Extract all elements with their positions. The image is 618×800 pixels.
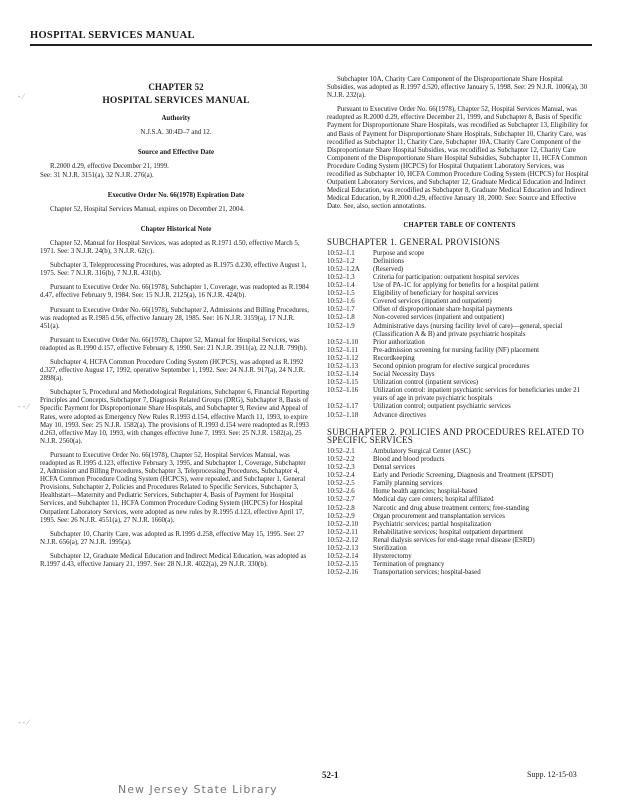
- toc-section-title: Utilization control (inpatient services): [373, 379, 479, 387]
- expiration-heading: Executive Order No. 66(1978) Expiration Date: [107, 191, 245, 199]
- subchapter-2-toc: [327, 448, 592, 578]
- toc-section-title: Home health agencies; hospital-based: [373, 488, 478, 496]
- subchapter-2-title: SUBCHAPTER 2. POLICIES AND PROCEDURES RELATED TO SPECIFIC SERVICES: [327, 426, 585, 445]
- history-paragraph: Subchapter 12, Graduate Medical Education and Indirect Medical Education, was adopted as R.1997 d.43, effective January 21, 1997. See: 28 N.J.R. 4022(a), 29 N.J.R. 330(b).: [40, 552, 307, 569]
- toc-section-title: Rehabilitative services; hospital outpatient department: [373, 528, 524, 536]
- toc-section-number: 10:52–2.16: [327, 569, 359, 577]
- toc-entry: [327, 258, 592, 266]
- toc-section-number: 10:52–1.3: [327, 273, 355, 281]
- toc-section-number: 10:52–1.11: [327, 346, 358, 354]
- toc-entry: [327, 274, 592, 282]
- toc-section-number: 10:52–2.3: [327, 464, 355, 472]
- toc-entry: [327, 488, 592, 496]
- history-paragraph: Pursuant to Executive Order No. 66(1978), Subchapter 1, Coverage, was readopted as R.1984 d.47, effective February 9, 1984. See: 15 N.J.R. 2125(a), 16 N.J.R. 424(b).: [40, 284, 309, 300]
- history-paragraph: Subchapter 10, Charity Care, was adopted as R.1995 d.258, effective May 15, 1995. See: 27 N.J.R. 656(a), 27 N.J.R. 1995(a).: [40, 530, 305, 546]
- history-paragraph: Pursuant to Executive Order No. 66(1978), Subchapter 2, Admissions and Billing Procedures, was readopted as R.1985 d.56, effective January 28, 1985. See: 16 N.J.R. 3159(a), 17 N.J.R. 451(a).: [40, 306, 309, 330]
- toc-section-number: 10:52–1.9: [327, 322, 355, 330]
- toc-section-title: Pre-admission screening for nursing facility (NF) placement: [373, 346, 540, 354]
- toc-entry: [327, 250, 592, 258]
- toc-entry: [327, 306, 592, 314]
- toc-entry: [327, 355, 592, 363]
- toc-section-title: Advance directives: [373, 411, 426, 419]
- toc-section-title: Utilization control; outpatient psychiatric services: [373, 403, 511, 411]
- toc-entry: [327, 553, 592, 561]
- toc-section-number: 10:52–1.16: [327, 387, 359, 395]
- toc-section-title: Recordkeeping: [373, 354, 415, 362]
- toc-entry: [327, 569, 592, 577]
- toc-entry: [327, 456, 592, 464]
- toc-entry: [327, 266, 592, 274]
- toc-section-title: Hysterectomy: [373, 553, 412, 561]
- toc-section-number: 10:52–1.17: [327, 403, 359, 411]
- source-text: R.2000 d.29, effective December 21, 1999. See: 31 N.J.R. 3151(a), 32 N.J.R. 276(a).: [40, 163, 169, 179]
- toc-section-number: 10:52–1.2A: [327, 265, 360, 273]
- toc-entry: [327, 339, 592, 347]
- toc-entry: [327, 545, 592, 553]
- toc-section-number: 10:52–1.15: [327, 379, 359, 387]
- toc-section-title: Dental services: [373, 464, 416, 472]
- supplement-date: Supp. 12-15-03: [527, 770, 577, 779]
- toc-entry: [327, 347, 592, 355]
- margin-mark: ‐ ⁄: [18, 92, 24, 101]
- toc-section-number: 10:52–2.5: [327, 480, 355, 488]
- toc-entry: [327, 403, 592, 411]
- toc-section-number: 10:52–1.18: [327, 411, 359, 419]
- history-paragraph: Subchapter 10A, Charity Care Component of the Disproportionate Share Hospital Subsidies, was adopted as R.1997 d.520, effective January 5, 1998. See: 29 N.J.R. 1006(a), 30 N.J.R. 232(a).: [327, 76, 588, 100]
- toc-section-title: Family planning services: [373, 480, 443, 488]
- toc-section-number: 10:52–2.11: [327, 528, 358, 536]
- subchapter-1-title: SUBCHAPTER 1. GENERAL PROVISIONS: [327, 236, 501, 247]
- toc-section-title: Early and Periodic Screening, Diagnosis and Treatment (EPSDT): [373, 472, 554, 480]
- margin-mark: ‐ ‐ ⁄: [18, 402, 29, 411]
- toc-section-number: 10:52–2.13: [327, 544, 359, 552]
- toc-entry: [327, 412, 592, 420]
- toc-section-title: Organ procurement and transplantation services: [373, 512, 505, 520]
- toc-entry: [327, 561, 592, 569]
- source-heading: Source and Effective Date: [137, 149, 215, 157]
- left-column: [40, 80, 312, 575]
- toc-section-title: Medical day care centers; hospital affiliated: [373, 496, 494, 504]
- toc-section-number: 10:52–2.12: [327, 536, 359, 544]
- toc-entry: [327, 314, 592, 322]
- toc-section-title: Social Necessity Days: [373, 371, 435, 379]
- toc-entry: [327, 496, 592, 504]
- toc-entry: [327, 363, 592, 371]
- expiration-text: Chapter 52, Hospital Services Manual, expires on December 21, 2004.: [50, 205, 245, 213]
- toc-section-number: 10:52–1.12: [327, 354, 359, 362]
- toc-entry: [327, 505, 592, 513]
- history-notes-continued: [327, 76, 592, 212]
- right-column: [327, 76, 592, 577]
- running-header: HOSPITAL SERVICES MANUAL: [30, 30, 195, 41]
- toc-section-number: 10:52–2.15: [327, 561, 359, 569]
- toc-section-number: 10:52–1.5: [327, 290, 355, 298]
- toc-section-title: Non-covered services (inpatient and outpatient): [373, 314, 505, 322]
- toc-section-title: Definitions: [373, 257, 405, 265]
- toc-section-title: Blood and blood products: [373, 455, 445, 463]
- toc-section-number: 10:52–1.1: [327, 249, 355, 257]
- subchapter-1-toc: [327, 250, 592, 420]
- toc-section-title: Utilization control: inpatient psychiatric services for beneficiaries under 21 years of age in private psychiatric hospitals: [373, 387, 581, 403]
- header-rule: [30, 44, 592, 46]
- toc-entry: [327, 480, 592, 488]
- toc-section-number: 10:52–1.10: [327, 338, 359, 346]
- authority-text: N.J.S.A. 30:4D–7 and 12.: [140, 129, 212, 137]
- toc-section-title: Second opinion program for elective surgical procedures: [373, 363, 530, 370]
- toc-entry: [327, 521, 592, 529]
- history-paragraph: Pursuant to Executive Order No. 66(1978), Chapter 52, Hospital Services Manual, was readopted as R.2000 d.29, effective December 21, 1999, and Subchapter 8, Basis of Specific Payment for Disproportionate Share Hospitals, was recodified as Subchapter 13, Eligibility for and Basis of Payment for Disproportionate Share Hospitals, Subchapter 10, Charity Care, was recodified as Subchapter 11, Charity Care, Subchapter 10A, Charity Care Component of the Disproportionate Share Hospital Subsidies, was recodified as Subchapter 12, Charity Care Component of the Disproportionate Share Hospital Subsidies, Subchapter 11, HCFA Common Procedure Coding System (HCPCS) for Hospital Outpatient Laboratory Services, was recodified as Subchapter 10, HCFA Common Procedure Coding System (HCPCS) for Hospital Outpatient Laboratory Services, and Subchapter 12, Graduate Medical Education and Indirect Medical Education, was recodified as Subchapter 8, Graduate Medical Education and Indirect Medical Education, by R.2000 d.29, effective January 18, 2000. See: Source and Effective Date. See, also, section annotations.: [327, 106, 589, 211]
- toc-section-title: Termination of pregnancy: [373, 561, 445, 569]
- toc-entry: [327, 464, 592, 472]
- toc-section-number: 10:52–2.2: [327, 455, 355, 463]
- toc-section-title: Prior authorization: [373, 338, 425, 346]
- margin-mark: ‐ ‐ ⁄: [18, 718, 29, 727]
- toc-entry: [327, 323, 592, 339]
- toc-section-title: Transportation services; hospital-based: [373, 569, 481, 577]
- history-paragraph: Chapter 52, Manual for Hospital Services, was adopted as R.1971 d.50, effective March 5, 1971. See: 3 N.J.R. 24(b), 3 N.J.R. 62(c).: [40, 239, 300, 256]
- history-paragraph: Pursuant to Executive Order No. 66(1978), Chapter 52, Hospital Services Manual, was readopted as R.1995 d.123, effective February 3, 1995, and Subchapter 1, Coverage, Subchapter 2, Admission and Billing Procedures, Subchapter 3, Teleprocessing Procedures, Subchapter 4, HCFA Common Procedure Coding System (HCPCS), were repealed, and Subchapter 1, General Provisions, Subchapter 2, Policies and Procedures Related to Specific Services, Subchapter 3, Healthstart—Maternity and Pediatric Services, Subchapter 4, Basis of Payment for Hospital Services, and Subchapter 11, HCFA Common Procedure Coding System (HCPCS) for Hospital Outpatient Laboratory Services, were adopted as new rules by R.1995 d.123, effective April 17, 1995. See: 26 N.J.R. 4551(a), 27 N.J.R. 1660(a).: [40, 451, 306, 524]
- toc-entry: [327, 529, 592, 537]
- chapter-title: HOSPITAL SERVICES MANUAL: [102, 96, 250, 107]
- toc-entry: [327, 537, 592, 545]
- toc-section-title: Criteria for participation: outpatient hospital services: [373, 273, 519, 281]
- toc-section-number: 10:52–1.7: [327, 306, 355, 314]
- toc-section-title: Sterilization: [373, 544, 407, 552]
- chapter-number: CHAPTER 52: [148, 82, 204, 92]
- toc-section-number: 10:52–2.6: [327, 488, 355, 496]
- toc-section-number: 10:52–1.8: [327, 314, 355, 322]
- authority-heading: Authority: [161, 115, 191, 123]
- toc-section-title: Administrative days (nursing facility level of care)—general, special (Classification A & B) and private psychiatric hospitals: [373, 322, 563, 338]
- toc-entry: [327, 290, 592, 298]
- history-heading: Chapter Historical Note: [140, 225, 212, 233]
- toc-entry: [327, 387, 592, 403]
- history-notes: [40, 240, 312, 569]
- toc-section-title: Eligibility of beneficiary for hospital services: [373, 290, 499, 298]
- toc-section-title: Renal dialysis services for end-stage renal disease (ESRD): [373, 536, 535, 544]
- history-paragraph: Pursuant to Executive Order No. 66(1978), Chapter 52, Manual for Hospital Services, was readopted as R.1990 d.157, effective February 8, 1990. See: 21 N.J.R. 3911(a), 22 N.J.R. 799(b).: [40, 336, 308, 352]
- toc-section-number: 10:52–2.9: [327, 512, 355, 520]
- toc-section-number: 10:52–2.8: [327, 504, 355, 512]
- history-paragraph: Subchapter 5, Procedural and Methodological Regulations, Subchapter 6, Financial Reporting Principles and Concepts, Subchapter 7, Diagnosis Related Groups (DRG), Subchapter 8, Basis of Specific Payment for Disproportionate Share Hospitals, and Subchapter 9, Review and Appeal of Rates, were adopted as Emergency New Rules R.1993 d.154, effective March 11, 1993, to expire May 10, 1993. See: 25 N.J.R. 1582(a). The provisions of R.1993 d.154 were readopted as R.1993 d.263, effective May 10, 1993, with changes effective June 7, 1993. See: 25 N.J.R. 1582(a), 25 N.J.R. 2560(a).: [40, 389, 310, 445]
- toc-section-number: 10:52–1.14: [327, 371, 359, 379]
- toc-section-number: 10:52–2.4: [327, 472, 355, 480]
- toc-section-number: 10:52–2.1: [327, 447, 355, 455]
- toc-section-number: 10:52–1.6: [327, 298, 355, 306]
- toc-entry: [327, 513, 592, 521]
- toc-section-title: Psychiatric services; partial hospitalization: [373, 520, 492, 528]
- page-number: 52-1: [322, 770, 339, 780]
- toc-section-number: 10:52–2.14: [327, 553, 359, 561]
- history-paragraph: Subchapter 3, Telepprocessing Procedures, was adopted as R.1975 d.230, effective August 1, 1975. See: 7 N.J.R. 316(b), 7 N.J.R. 431(b).: [40, 262, 307, 278]
- library-watermark: New Jersey State Library: [118, 783, 278, 796]
- toc-entry: [327, 282, 592, 290]
- toc-section-title: Ambulatory Surgical Center (ASC): [373, 447, 471, 455]
- toc-title: CHAPTER TABLE OF CONTENTS: [403, 221, 516, 229]
- toc-section-title: Purpose and scope: [373, 249, 425, 257]
- history-paragraph: Subchapter 4, HCFA Common Procedure Coding System (HCPCS), was adopted as R.1992 d.327, effective August 17, 1992, operative September 1, 1992. See: 24 N.J.R. 917(a), 24 N.J.R. 2898(a).: [40, 358, 305, 383]
- toc-section-title: Use of PA-1C for applying for benefits for a hospital patient: [373, 282, 539, 290]
- toc-section-title: Narcotic and drug abuse treatment centers; free-standing: [373, 504, 530, 512]
- toc-section-number: 10:52–2.7: [327, 496, 355, 504]
- toc-section-title: Offset of disproportionate share hospital payments: [373, 306, 513, 314]
- toc-section-number: 10:52–1.13: [327, 363, 359, 370]
- toc-section-number: 10:52–2.10: [327, 520, 359, 528]
- toc-entry: [327, 298, 592, 306]
- toc-section-title: Covered services (inpatient and outpatient): [373, 298, 492, 306]
- toc-section-title: (Reserved): [373, 265, 404, 273]
- toc-section-number: 10:52–1.2: [327, 257, 355, 265]
- toc-entry: [327, 472, 592, 480]
- toc-entry: [327, 371, 592, 379]
- toc-section-number: 10:52–1.4: [327, 282, 355, 290]
- toc-entry: [327, 448, 592, 456]
- toc-entry: [327, 379, 592, 387]
